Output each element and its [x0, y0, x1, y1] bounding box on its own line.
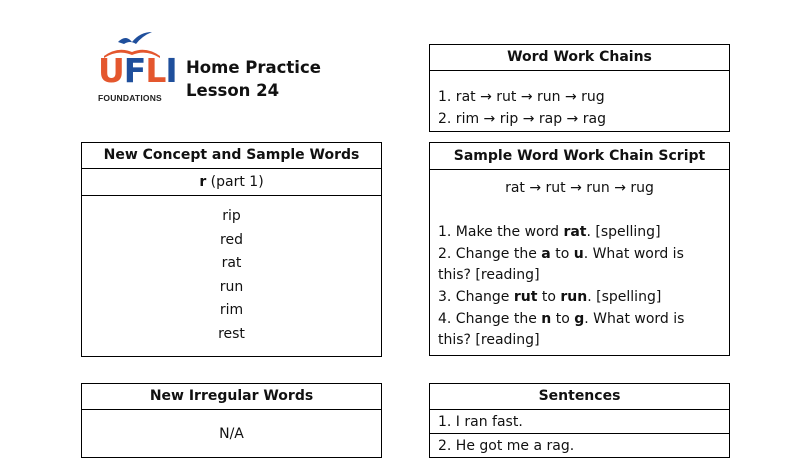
logo-subtitle: FOUNDATIONS	[98, 93, 162, 103]
sample-word: rip	[222, 208, 241, 224]
script-step-1: 1. Make the word rat. [spelling]	[438, 224, 661, 240]
sentence-item: 1. I ran fast.	[438, 414, 523, 430]
chains-title: Word Work Chains	[430, 45, 729, 71]
sample-word: run	[219, 279, 244, 295]
script-step-3: 3. Change rut to run. [spelling]	[438, 289, 662, 305]
page-title: Home Practice	[186, 58, 321, 77]
sentence-item: 2. He got me a rag.	[438, 438, 575, 454]
sentences-box	[429, 383, 730, 458]
irregular-title: New Irregular Words	[82, 384, 381, 410]
sample-word: rim	[219, 302, 244, 318]
concept-letter: r	[199, 174, 207, 190]
sample-word: rat	[221, 255, 242, 271]
sample-word: red	[220, 232, 243, 248]
chain-item: 2. rim → rip → rap → rag	[438, 111, 606, 127]
script-step-2-cont: this? [reading]	[438, 267, 540, 283]
script-step-4-cont: this? [reading]	[438, 332, 540, 348]
logo-wordmark: UFLI	[98, 51, 177, 90]
sample-word: rest	[218, 326, 245, 342]
irregular-words-box	[81, 383, 382, 458]
ufli-logo	[96, 30, 177, 106]
sentences-title: Sentences	[430, 384, 729, 410]
script-step-4: 4. Change the n to g. What word is	[438, 311, 685, 327]
concept-row	[82, 169, 381, 196]
new-concept-title: New Concept and Sample Words	[82, 143, 381, 169]
chain-item: 1. rat → rut → run → rug	[438, 89, 605, 105]
new-concept-box	[81, 142, 382, 357]
script-step-2: 2. Change the a to u. What word is	[438, 246, 684, 262]
irregular-value: N/A	[219, 426, 244, 442]
script-chain: rat → rut → run → rug	[505, 180, 654, 196]
word-work-chains-box	[429, 44, 730, 132]
chain-script-box	[429, 142, 730, 356]
concept-note: (part 1)	[210, 174, 264, 190]
lesson-number: Lesson 24	[186, 81, 280, 100]
script-title: Sample Word Work Chain Script	[430, 143, 729, 170]
